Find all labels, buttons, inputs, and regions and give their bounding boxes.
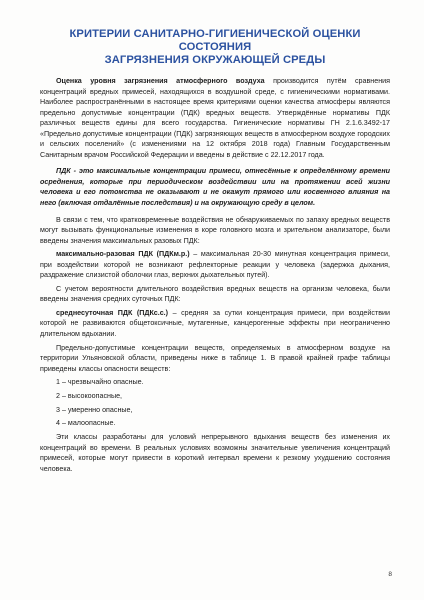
list-item: 2 – высокоопасные, <box>56 391 123 400</box>
list-item: 4 – малоопасные. <box>56 419 116 428</box>
paragraph-long-term-exposure: С учетом вероятности длительного воздействия вредных веществ на организм человека, были введены значения средних суточных ПДК: <box>40 284 390 304</box>
page-title-line-1: КРИТЕРИИ САНИТАРНО-ГИГИЕНИЧЕСКОЙ ОЦЕНКИ СОСТОЯНИЯ <box>69 28 361 53</box>
paragraph-body: – максимальная 20-30 минутная концентрация примеси, при воздействии которой не возникают рефлекторные реакции у человека (задержка дыхания, раздражение слизистой оболочки глаз, верхних дыхательных путей). <box>40 250 391 280</box>
paragraph-ulyanovsk-table-intro: Предельно-допустимые концентрации веществ, определяемых в атмосферном воздухе на территории Ульяновской области, приведены ниже в таблице 1. В правой крайней графе таблицы приведены классы опасности веществ: <box>40 343 390 373</box>
paragraph-pdk-definition <box>40 166 390 208</box>
paragraph-lead-bold: ПДК <box>56 167 71 176</box>
paragraph-max-single-pdk <box>40 249 390 281</box>
paragraph-body: - это максимальные концентрации примеси, отнесённые к определённому времени осреднения, которые при периодическом воздействии или на протяжении всей жизни человека и его потомства не оказывают и не окажут прямого или косвенного влияния на него (включая отдалённые последствия) и на окружающую среду в целом. <box>40 167 390 208</box>
paragraph-lead-bold: максимально-разовая ПДК (ПДКм.р.) <box>56 250 190 259</box>
list-item: 1 – чрезвычайно опасные. <box>56 378 144 387</box>
paragraph-body: производится путём сравнения концентраций вредных примесей, находящихся в воздушной среде, с гигиеническими нормативами. Наиболее распространёнными в настоящее время критериями оценки качества атмосферы являются предельно допустимые концентрации (ПДК) вредных веществ. Утверждённые нормативы ПДК различных веществ едины для всего государства. Гигиенические нормативы ГН 2.1.6.3492-17 «Предельно допустимые концентрации (ПДК) загрязняющих веществ в атмосферном воздухе городских и сельских поселений» (с изменениями на 12 октября 2018 года) Главным Государственным Санитарным врачом Российской Федерации и введены в действие с 22.12.2017 года. <box>40 77 390 159</box>
paragraph-air-quality-assessment <box>40 76 390 160</box>
page-title-line-2: ЗАГРЯЗНЕНИЯ ОКРУЖАЮЩЕЙ СРЕДЫ <box>104 54 326 66</box>
page-title <box>40 28 390 67</box>
paragraph-short-term-exposure: В связи с тем, что кратковременные воздействия не обнаруживаемых по запаху вредных веществ могут вызывать функциональные изменения в коре головного мозга и зрительном анализаторе, были введены значения максимальных разовых ПДК: <box>40 215 390 245</box>
hazard-class-list <box>40 377 390 429</box>
list-item: 3 – умеренно опасные, <box>56 405 133 414</box>
paragraph-lead-bold: среднесуточная ПДК (ПДКс.с.) <box>56 308 169 317</box>
paragraph-hazard-class-notes: Эти классы разработаны для условий непрерывного вдыхания веществ без изменения их концентраций во времени. В реальных условиях возможны значительные увеличения концентраций примесей, которые могут привести в короткий интервал времени к резкому ухудшению состояния человека. <box>40 432 390 473</box>
page-number: 8 <box>388 571 392 578</box>
paragraph-body: – средняя за сутки концентрация примеси, при воздействии которой не развиваются общетоксичные, мутагенные, канцерогенные эффекты при неограниченно длительном вдыхании. <box>40 308 390 339</box>
paragraph-lead-bold: Оценка уровня загрязнения атмосферного воздуха <box>56 77 265 85</box>
paragraph-daily-average-pdk <box>40 308 390 340</box>
